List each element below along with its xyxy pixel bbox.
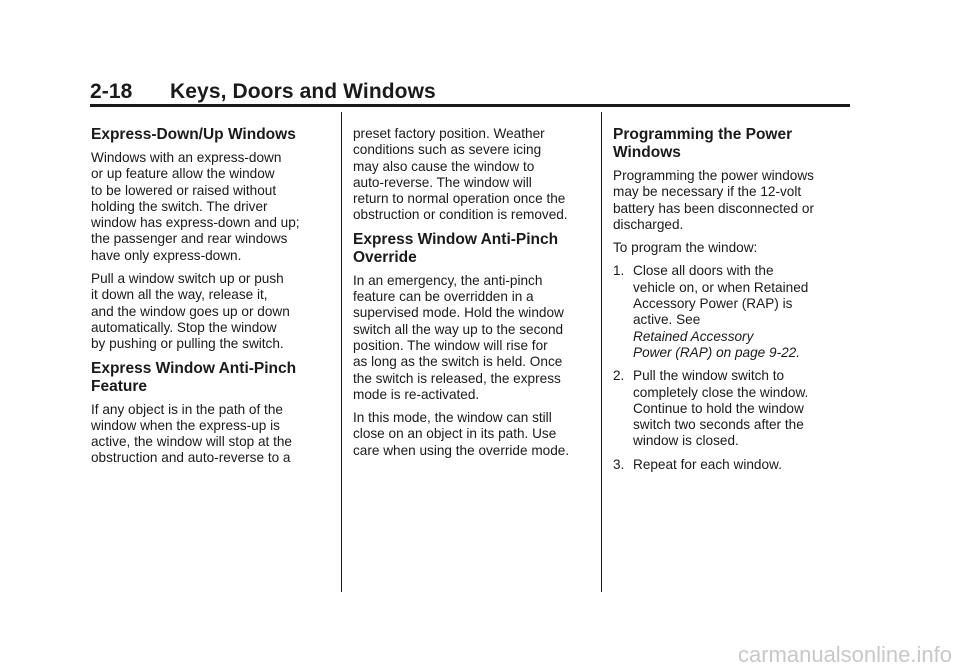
column-divider-2: [601, 112, 602, 592]
section-heading-anti-pinch: [91, 360, 331, 396]
heading-line: Express Window Anti-Pinch: [353, 230, 559, 248]
heading-line: Windows: [613, 144, 681, 161]
text-line: [633, 312, 853, 345]
text-line: supervised mode. Hold the window: [353, 305, 564, 321]
text-line: active, the window will stop at the: [91, 434, 292, 450]
page-header: [90, 80, 850, 104]
text-line: Repeat for each window.: [633, 456, 782, 472]
text-line: may be necessary if the 12-volt: [613, 184, 802, 200]
text-fragment: active. See: [633, 312, 701, 328]
text-line: the passenger and rear windows: [91, 231, 288, 247]
text-line: switch all the way up to the second: [353, 321, 564, 337]
heading-line: Feature: [91, 377, 147, 395]
paragraph: [353, 126, 593, 224]
text-line: to be lowered or raised without: [91, 182, 277, 198]
paragraph: [91, 150, 331, 264]
text-line: return to normal operation once the: [353, 191, 566, 207]
text-line: the switch is released, the express: [353, 370, 561, 386]
step-number: 2.: [613, 368, 625, 384]
step-number: 3.: [613, 456, 625, 472]
text-line: feature can be overridden in a: [353, 289, 534, 305]
section-heading-programming: [613, 126, 853, 162]
text-line: preset factory position. Weather: [353, 126, 545, 141]
text-line: Programming the power windows: [613, 168, 814, 183]
step-number: 1.: [613, 263, 625, 279]
text-line: and the window goes up or down: [91, 303, 290, 319]
text-line: In an emergency, the anti-pinch: [353, 272, 543, 288]
column-1: [91, 126, 331, 474]
list-item: [613, 457, 853, 473]
text-line: close on an object in its path. Use: [353, 426, 557, 442]
paragraph: [613, 168, 853, 233]
text-line: holding the switch. The driver: [91, 198, 268, 214]
text-line: If any object is in the path of the: [91, 401, 283, 417]
text-line: Accessory Power (RAP) is: [633, 296, 793, 312]
text-line: Windows with an express-down: [91, 150, 282, 165]
text-line: Close all doors with the: [633, 263, 774, 279]
steps-list: [613, 263, 853, 473]
paragraph: To program the window:: [613, 240, 758, 256]
text-line: vehicle on, or when Retained: [633, 279, 809, 295]
text-line: have only express-down.: [91, 247, 242, 263]
paragraph: [353, 273, 593, 403]
text-line: discharged.: [613, 216, 684, 232]
paragraph: [91, 402, 331, 467]
cross-reference-link[interactable]: Retained Accessory: [633, 328, 754, 344]
text-line: window when the express-up is: [91, 417, 280, 433]
text-line: In this mode, the window can still: [353, 410, 552, 426]
text-line: Continue to hold the window: [633, 400, 804, 416]
text-line: completely close the window.: [633, 384, 809, 400]
heading-line: Programming the Power: [613, 126, 793, 143]
text-line: switch two seconds after the: [633, 417, 804, 433]
text-line: obstruction and auto-reverse to a: [91, 450, 291, 466]
text-line: obstruction or condition is removed.: [353, 207, 568, 223]
text-line: as long as the switch is held. Once: [353, 354, 563, 370]
text-line: battery has been disconnected or: [613, 200, 815, 216]
watermark: carmanualsonline.info: [737, 642, 952, 667]
list-item: [613, 263, 853, 361]
paragraph: [353, 410, 593, 459]
text-line: may also cause the window to: [353, 158, 535, 174]
text-line: automatically. Stop the window: [91, 319, 277, 335]
text-line: conditions such as severe icing: [353, 142, 542, 158]
heading-line: Express Window Anti-Pinch: [91, 359, 297, 377]
chapter-title: Keys, Doors and Windows: [170, 80, 436, 103]
text-line: care when using the override mode.: [353, 442, 570, 458]
text-line: Pull the window switch to: [633, 368, 785, 384]
section-heading-anti-pinch-override: [353, 231, 593, 267]
column-2: [353, 126, 593, 466]
header-rule: [90, 104, 850, 107]
list-item: [613, 368, 853, 449]
column-divider-1: [341, 112, 342, 592]
text-line: auto-reverse. The window will: [353, 174, 532, 190]
text-line: window has express-down and up;: [91, 215, 300, 231]
text-line: window is closed.: [633, 433, 739, 449]
text-line: mode is re-activated.: [353, 386, 480, 402]
section-heading-express-down-up: Express-Down/Up Windows: [91, 126, 296, 143]
column-3: [613, 126, 853, 480]
text-line: or up feature allow the window: [91, 166, 275, 182]
cross-reference-link-cont[interactable]: Power (RAP) on page 9-22.: [633, 344, 800, 360]
text-line: position. The window will rise for: [353, 337, 548, 353]
text-line: by pushing or pulling the switch.: [91, 336, 284, 352]
heading-line: Override: [353, 248, 417, 266]
page-number: 2-18: [90, 80, 133, 103]
text-line: it down all the way, release it,: [91, 287, 268, 303]
paragraph: [91, 271, 331, 352]
text-line: Pull a window switch up or push: [91, 271, 284, 287]
